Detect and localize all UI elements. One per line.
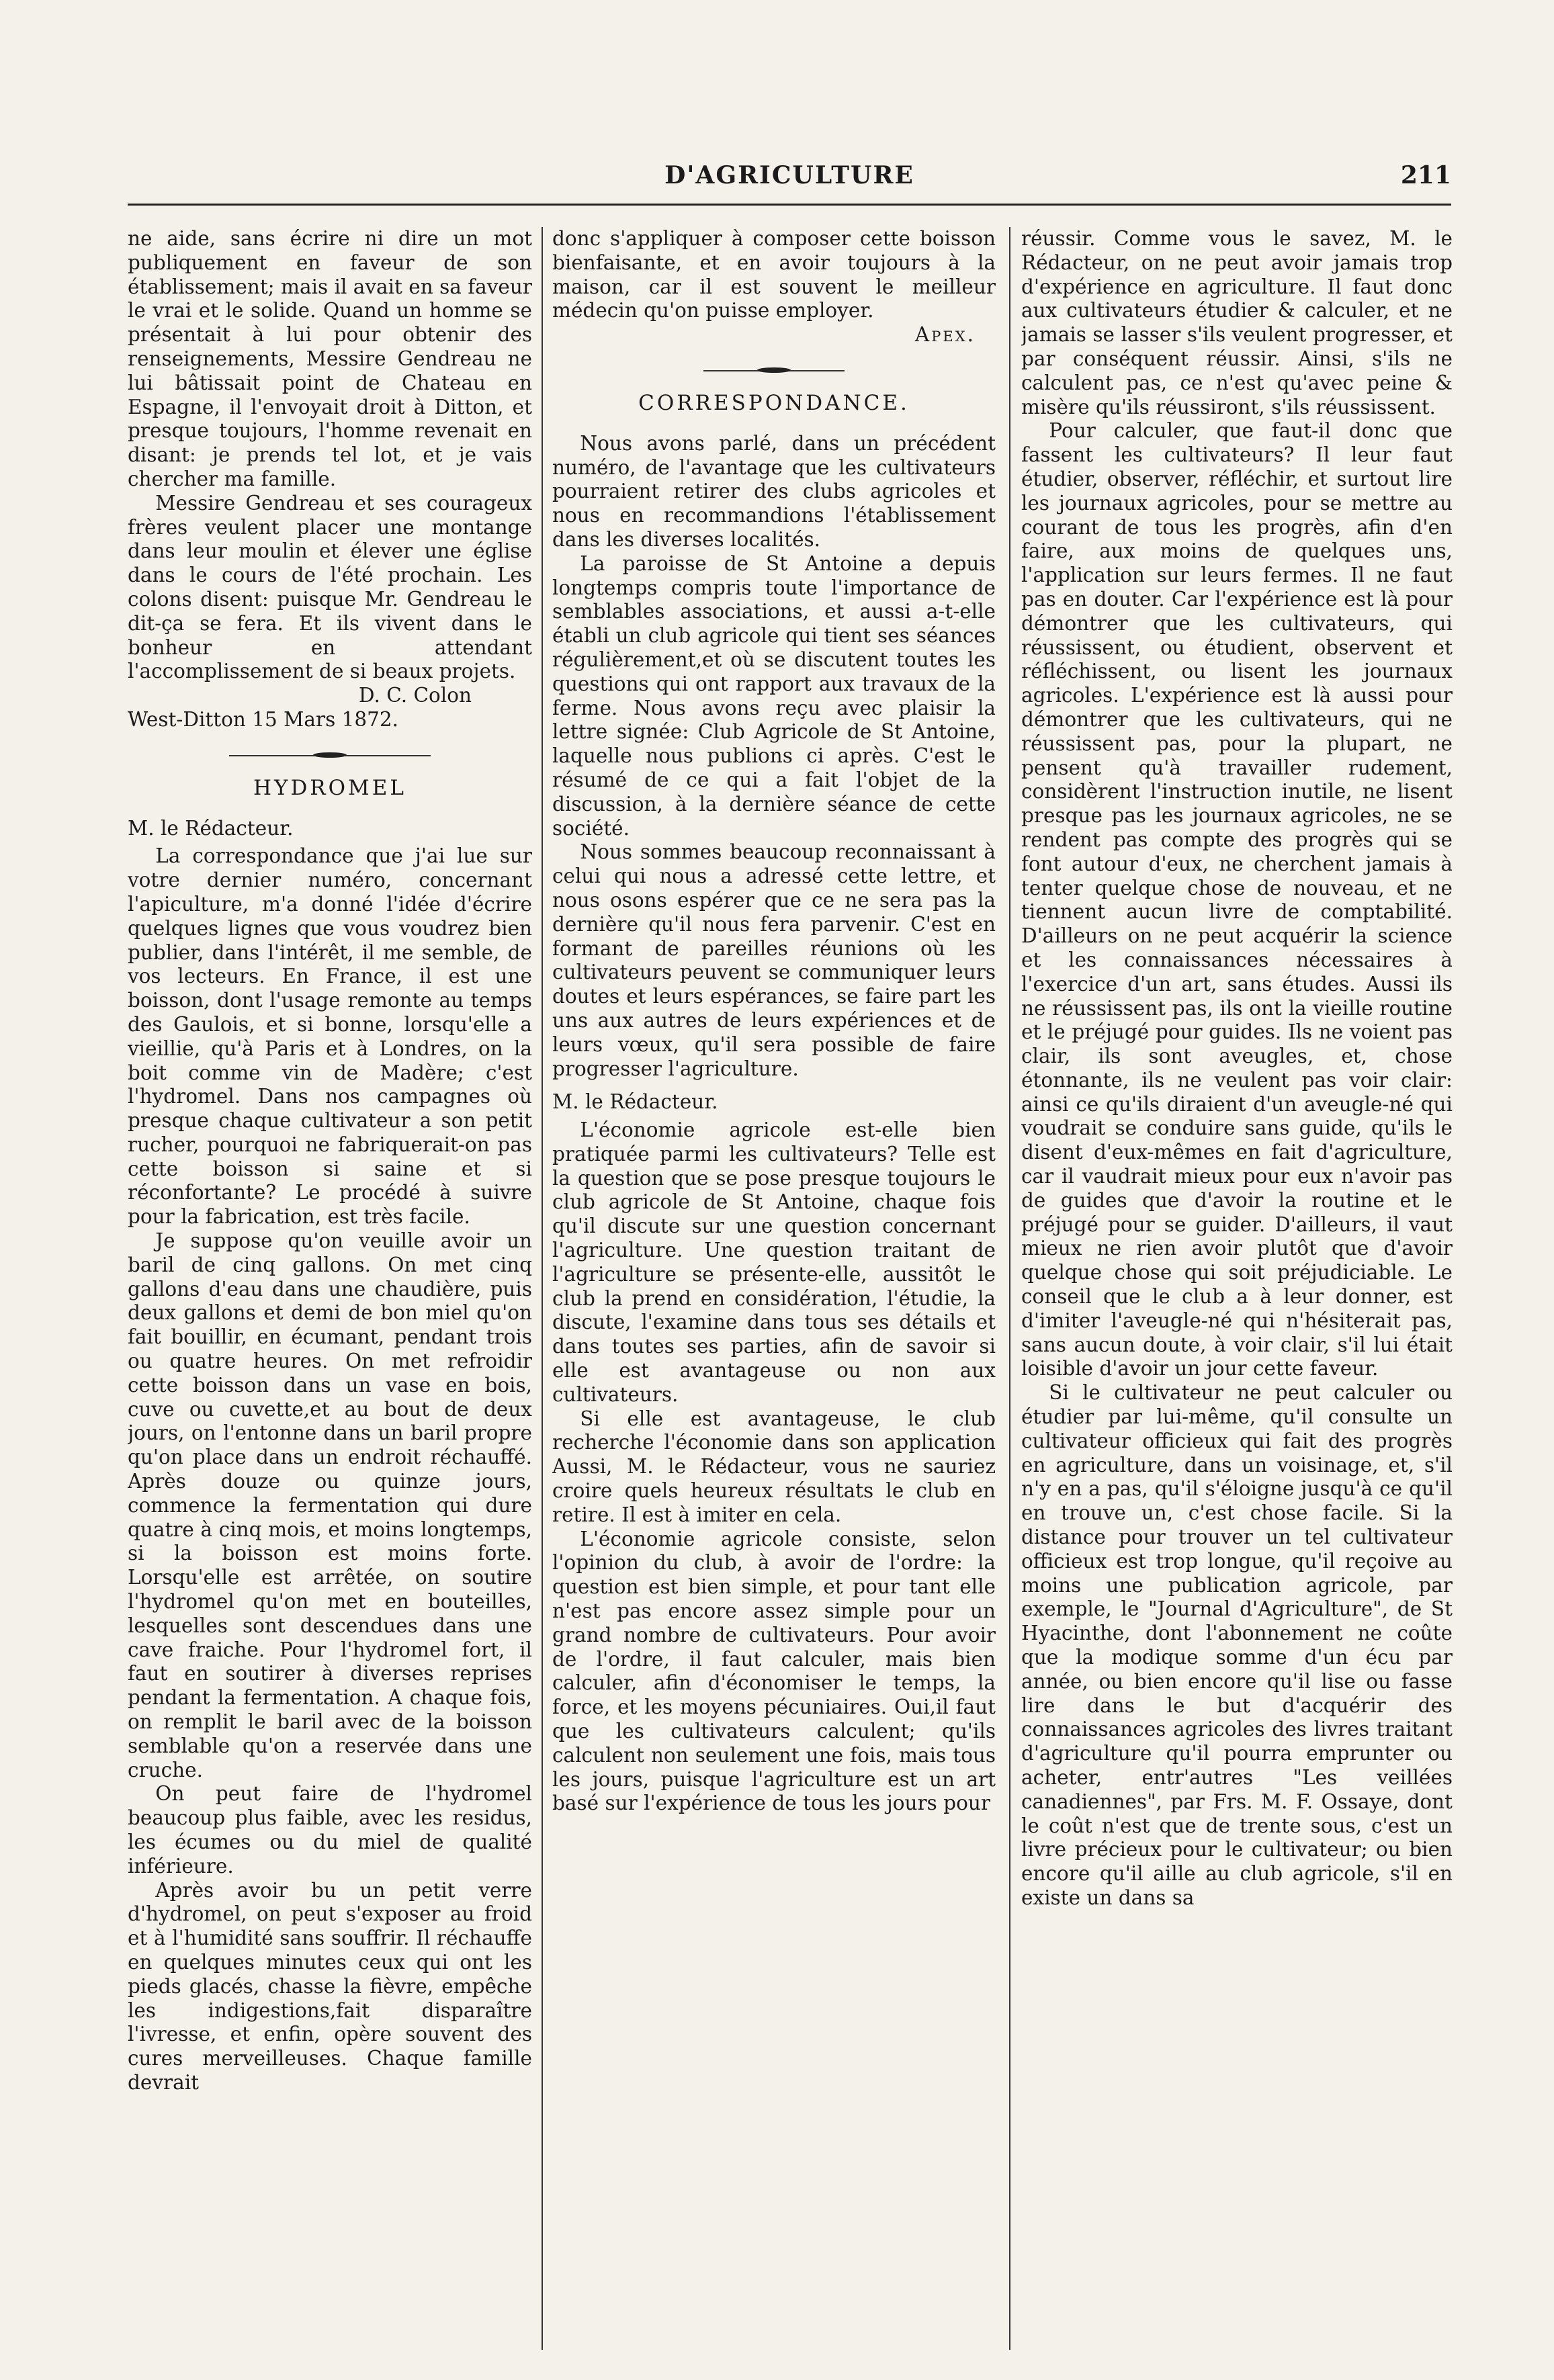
paragraph: L'économie agricole consiste, selon l'opinion du club, à avoir de l'ordre: la question est bien simple, et pour tant elle n'est pas encore assez simple pour un grand nombre de cultivateurs. Pour avoir de l'ordre, il faut calculer, mais bien calculer, afin d'économiser le temps, la force, et les moyens pécuniaires. Oui,il faut que les cultivateurs calculent; qu'ils calculent non seulement une fois, mais tous les jours, puisque l'agriculture est un art basé sur l'expérience de tous les jours pour	[552, 1527, 996, 1815]
section-ornament	[229, 755, 431, 756]
paragraph: Je suppose qu'on veuille avoir un baril de cinq gallons. On met cinq gallons d'eau dans une chaudière, puis deux gallons et demi de bon miel qu'on fait bouillir, en écumant, pendant trois ou quatre heures. On met refroidir cette boisson dans un vase en bois, cuve ou cuvette,et au bout de deux jours, on l'entonne dans un baril propre qu'on place dans un endroit réchauffé. Après douze ou quinze jours, commence la fermentation qui dure quatre à cinq mois, et moins longtemps, si la boisson est moins forte. Lorsqu'elle est arrêtée, on soutire l'hydromel qu'on met en bouteilles, lesquelles sont descendues dans une cave fraiche. Pour l'hydromel fort, il faut en soutirer à diverses reprises pendant la fermentation. A chaque fois, on remplit le baril avec de la boisson semblable qu'on a reservée dans une cruche.	[128, 1229, 532, 1781]
paragraph: On peut faire de l'hydromel beaucoup plus faible, avec les residus, les écumes ou du miel de qualité inférieure.	[128, 1782, 532, 1878]
section-title-correspondance: CORRESPONDANCE.	[638, 390, 910, 415]
page-number: 211	[1400, 161, 1451, 189]
paragraph: La paroisse de St Antoine a depuis longtemps compris toute l'importance de semblables associations, et aussi a-t-elle établi un club agricole qui tient ses séances régulièrement,et où se discutent toutes les questions qui ont rapport aux travaux de la ferme. Nous avons reçu avec plaisir la lettre signée: Club Agricole de St Antoine, laquelle nous publions ci après. C'est le résumé de ce qui a fait l'objet de la discussion, à la dernière séance de cette société.	[552, 552, 996, 840]
paragraph: Pour calculer, que faut-il donc que fassent les cultivateurs? Il leur faut étudier, observer, réfléchir, et surtout lire les journaux agricoles, pour se mettre au courant de tous les progrès, afin d'en faire, aux moins de quelques uns, l'application sur leurs fermes. Il ne faut pas en douter. Car l'expérience est là pour démontrer que les cultivateurs, qui réussissent, ou étudient, observent et réfléchissent, ou lisent les journaux agricoles. L'expérience est là aussi pour démontrer que les cultivateurs, qui ne réussissent pas, pour la plupart, ne pensent qu'à travailler rudement, considèrent l'instruction inutile, ne lisent presque pas les journaux agricoles, ne se rendent pas compte des progrès qui se font autour d'eux, ne cherchent jamais à tenter quelque chose de nouveau, et ne tiennent aucun livre de comptabilité. D'ailleurs on ne peut acquérir la science et les connaissances nécessaires à l'exercice d'un art, sans études. Aussi ils ne réussissent pas, ils ont la vieille routine et le préjugé pour guides. Ils ne voient pas clair, ils sont aveugles, et, chose étonnante, ils ne veulent pas voir clair: ainsi ce qu'ils diraient d'un aveugle-né qui voudrait se conduire sans guide, qu'ils le disent d'eux-mêmes en fait d'agriculture, car il vaudrait mieux pour eux n'avoir pas de guides que d'avoir la routine et le préjugé pour se guider. D'ailleurs, il vaut mieux ne rien avoir plutôt que d'avoir quelque chose qui soit préjudiciable. Le conseil que le club a à leur donner, est d'imiter l'aveugle-né qui n'hésiterait pas, sans aucun doute, à voir clair, s'il lui était loisible d'avoir un jour cette faveur.	[1021, 419, 1453, 1380]
section-title-hydromel: HYDROMEL	[253, 775, 407, 800]
paragraph: Si le cultivateur ne peut calculer ou étudier par lui-même, qu'il consulte un cultivateur officieux qui fait des progrès en agriculture, dans un voisinage, et, s'il n'y en a pas, qu'il s'éloigne jusqu'à ce qu'il en trouve un, c'est chose facile. Si la distance pour trouver un tel cultivateur officieux est trop longue, qu'il reçoive au moins une publication agricole, par exemple, le "Journal d'Agriculture", de St Hyacinthe, dont l'abonnement ne coûte que la modique somme d'un écu par année, ou bien encore qu'il lise ou fasse lire dans le but d'acquérir des connaissances agricoles des livres traitant d'agriculture qu'il pourra emprunter ou acheter, entr'autres "Les veillées canadiennes", par Frs. M. F. Ossaye, dont le coût n'est que de trente sous, c'est un livre précieux pour le cultivateur; ou bien encore qu'il aille au club agricole, s'il en existe un dans sa	[1021, 1381, 1453, 1909]
paragraph: donc s'appliquer à composer cette boisson bienfaisante, et en avoir toujours à la maison, car il est souvent le meilleur médecin qu'on puisse employer.	[552, 227, 996, 322]
section-ornament	[703, 370, 845, 371]
salutation: M. le Rédacteur.	[552, 1090, 718, 1114]
running-title: D'AGRICULTURE	[664, 161, 914, 189]
column-divider-2	[1009, 227, 1010, 2350]
paragraph: Messire Gendreau et ses courageux frères veulent placer une montange dans leur moulin et élever une église dans le cours de l'été prochain. Les colons disent: puisque Mr. Gendreau le dit-ça se fera. Et ils vivent dans le bonheur en attendant l'accomplissement de si beaux projets.	[128, 491, 532, 683]
paragraph: réussir. Comme vous le savez, M. le Rédacteur, on ne peut avoir jamais trop d'expérience en agriculture. Il faut donc aux cultivateurs étudier & calculer, et ne jamais se lasser s'ils veulent progresser, et par conséquent réussir. Ainsi, s'ils ne calculent pas, ce n'est qu'avec peine & misère qu'ils réussiront, s'ils réussissent.	[1021, 227, 1453, 418]
column-1	[128, 227, 532, 2350]
header-rule	[128, 204, 1451, 206]
signature-place: West-Ditton 15 Mars 1872.	[128, 707, 399, 731]
signature: Apex.	[914, 323, 976, 347]
paragraph: ne aide, sans écrire ni dire un mot publiquement en faveur de son établissement; mais il avait en sa faveur le vrai et le solide. Quand un homme se présentait à lui pour obtenir des renseignements, Messire Gendreau ne lui bâtissait point de Chateau en Espagne, il l'envoyait droit à Ditton, et presque toujours, l'homme revenait en disant: je prends tel lot, et je vais chercher ma famille.	[128, 227, 532, 490]
paragraph: Après avoir bu un petit verre d'hydromel, on peut s'exposer au froid et à l'humidité sans souffrir. Il réchauffe en quelques minutes ceux qui ont les pieds glacés, chasse la fièvre, empêche les indigestions,fait disparaître l'ivresse, et enfin, opère souvent des cures merveilleuses. Chaque famille devrait	[128, 1878, 532, 2094]
paragraph: Si elle est avantageuse, le club recherche l'économie dans son application Aussi, M. le Rédacteur, vous ne sauriez croire quels heureux résultats le club en retire. Il est à imiter en cela.	[552, 1407, 996, 1526]
paragraph: La correspondance que j'ai lue sur votre dernier numéro, concernant l'apiculture, m'a donné l'idée d'écrire quelques lignes que vous voudrez bien publier, dans l'intérêt, il me semble, de vos lecteurs. En France, il est une boisson, dont l'usage remonte au temps des Gaulois, et si bonne, lorsqu'elle a vieillie, qu'à Paris et à Londres, on la boit comme vin de Madère; c'est l'hydromel. Dans nos campagnes où presque chaque cultivateur a son petit rucher, pourquoi ne fabriquerait-on pas cette boisson si saine et si réconfortante? Le procédé à suivre pour la fabrication, est très facile.	[128, 844, 532, 1229]
signature-name: D. C. Colon	[358, 684, 472, 707]
paragraph: L'économie agricole est-elle bien pratiquée parmi les cultivateurs? Telle est la question que se pose presque toujours le club agricole de St Antoine, chaque fois qu'il discute sur une question concernant l'agriculture. Une question traitant de l'agriculture se présente-elle, aussitôt le club la prend en considération, l'étudie, la discute, l'examine dans tous ses détails et dans toutes ses parties, afin de savoir si elle est avantageuse ou non aux cultivateurs.	[552, 1118, 996, 1406]
column-divider-1	[542, 227, 543, 2350]
column-2	[552, 227, 996, 2350]
paragraph: Nous sommes beaucoup reconnaissant à celui qui nous a adressé cette lettre, et nous osons espérer que ce ne sera pas la dernière qu'il nous fera parvenir. C'est en formant de pareilles réunions où les cultivateurs peuvent se communiquer leurs doutes et leurs espérances, se faire part les uns aux autres de leurs expériences et de leurs vœux, qu'il sera possible de faire progresser l'agriculture.	[552, 840, 996, 1080]
salutation: M. le Rédacteur.	[128, 816, 294, 840]
paragraph: Nous avons parlé, dans un précédent numéro, de l'avantage que les cultivateurs pourraient retirer des clubs agricoles et nous en recommandions l'établissement dans les diverses localités.	[552, 431, 996, 551]
column-3	[1021, 227, 1453, 2350]
page-header	[128, 161, 1451, 202]
